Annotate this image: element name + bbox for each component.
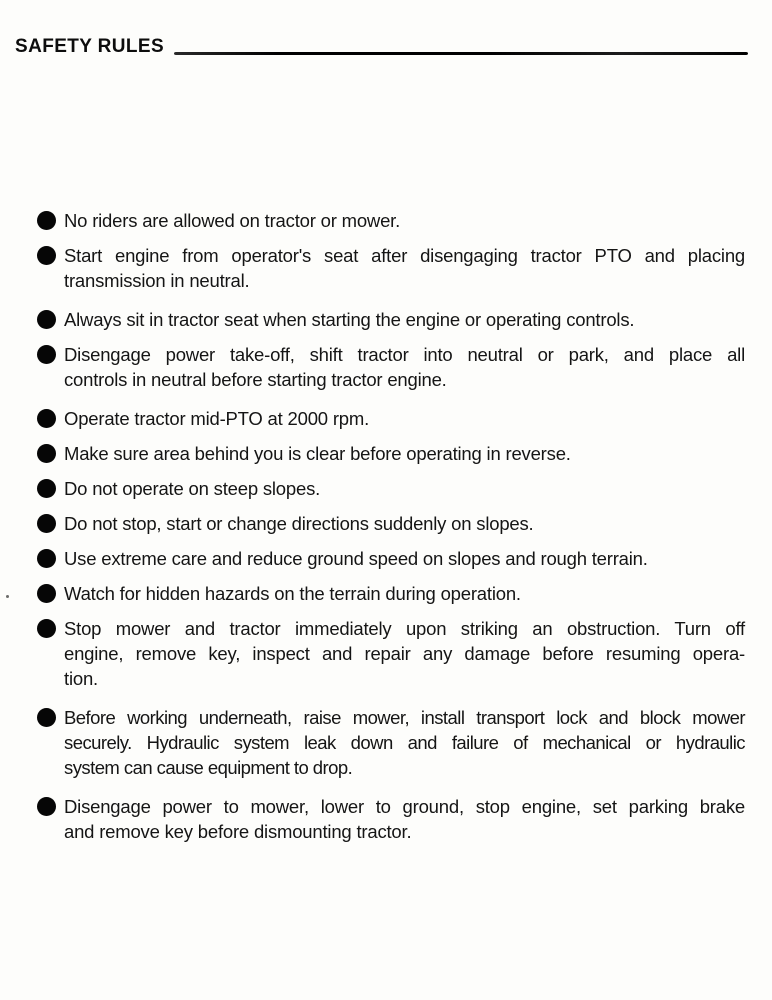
- safety-rule-item: [37, 406, 745, 431]
- safety-rule-item: [37, 705, 745, 780]
- bullet-icon: [37, 310, 56, 329]
- safety-rule-item: [37, 546, 745, 571]
- bullet-icon: [37, 619, 56, 638]
- safety-rule-item: [37, 616, 745, 691]
- header-rule-line: [174, 52, 748, 55]
- safety-rule-item: [37, 581, 745, 606]
- page-title: SAFETY RULES: [15, 36, 165, 57]
- bullet-icon: [37, 549, 56, 568]
- rule-text-line: system can cause equipment to drop.: [64, 757, 353, 778]
- bullet-icon: [37, 444, 56, 463]
- safety-rule-item: [37, 511, 745, 536]
- rule-text-line: Watch for hidden hazards on the terrain during operation.: [64, 583, 521, 604]
- rule-text-line: engine, remove key, inspect and repair any damage before resuming opera-: [64, 643, 745, 664]
- safety-rule-item: [37, 441, 745, 466]
- bullet-icon: [37, 479, 56, 498]
- rule-text-line: securely. Hydraulic system leak down and failure of mechanical or hydraulic: [64, 732, 745, 753]
- rule-text-line: and remove key before dismounting tractor.: [64, 821, 412, 842]
- rule-text-line: tion.: [64, 668, 98, 689]
- page-header: [0, 0, 772, 58]
- rule-text-line: Before working underneath, raise mower, install transport lock and block mower: [64, 707, 745, 728]
- rule-text-line: Operate tractor mid-PTO at 2000 rpm.: [64, 408, 370, 429]
- bullet-icon: [37, 211, 56, 230]
- bullet-icon: [37, 345, 56, 364]
- rule-text-line: Disengage power to mower, lower to ground, stop engine, set parking brake: [64, 796, 745, 817]
- rule-text-line: Always sit in tractor seat when starting the engine or operating controls.: [64, 309, 635, 330]
- bullet-icon: [37, 514, 56, 533]
- rule-text-line: Use extreme care and reduce ground speed on slopes and rough terrain.: [64, 548, 648, 569]
- safety-rules-list: [0, 208, 772, 844]
- rule-text-line: controls in neutral before starting tractor engine.: [64, 369, 447, 390]
- rule-text-line: Disengage power take-off, shift tractor into neutral or park, and place all: [64, 344, 745, 365]
- bullet-icon: [37, 708, 56, 727]
- safety-rule-item: [37, 342, 745, 392]
- rule-text-line: transmission in neutral.: [64, 270, 250, 291]
- rule-text-line: Make sure area behind you is clear before operating in reverse.: [64, 443, 571, 464]
- rule-text-line: No riders are allowed on tractor or mower.: [64, 210, 401, 231]
- rule-text-line: Do not operate on steep slopes.: [64, 478, 321, 499]
- bullet-icon: [37, 797, 56, 816]
- safety-rule-item: [37, 307, 745, 332]
- scan-artifact-speck: [6, 595, 9, 598]
- safety-rule-item: [37, 208, 745, 233]
- bullet-icon: [37, 409, 56, 428]
- safety-rule-item: [37, 794, 745, 844]
- bullet-icon: [37, 246, 56, 265]
- rule-text-line: Start engine from operator's seat after disengaging tractor PTO and placing: [64, 245, 745, 266]
- safety-rule-item: [37, 243, 745, 293]
- safety-rule-item: [37, 476, 745, 501]
- bullet-icon: [37, 584, 56, 603]
- rule-text-line: Do not stop, start or change directions suddenly on slopes.: [64, 513, 534, 534]
- rule-text-line: Stop mower and tractor immediately upon striking an obstruction. Turn off: [64, 618, 745, 639]
